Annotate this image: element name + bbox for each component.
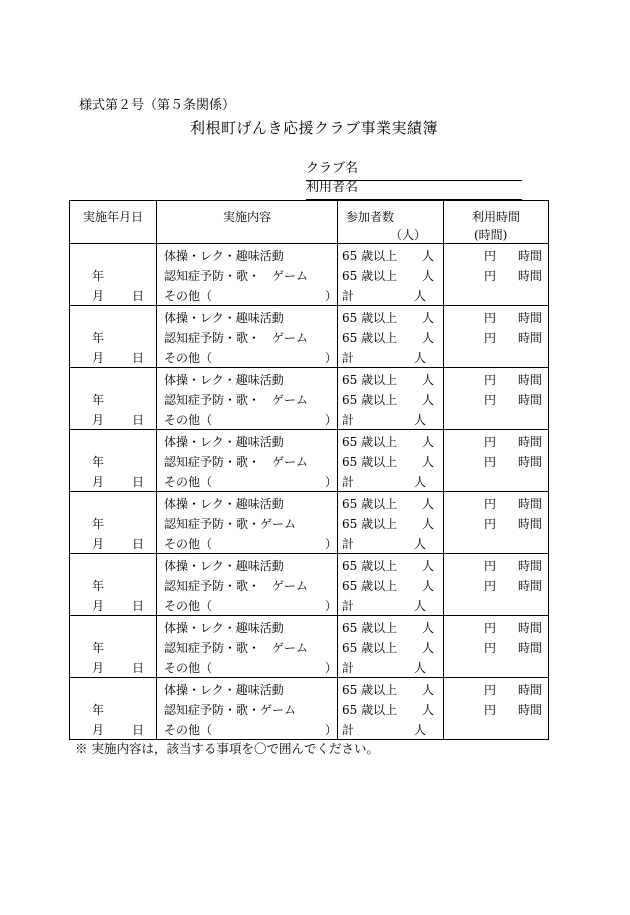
- day-label: 日: [132, 723, 145, 737]
- hours-unit: 時間: [518, 497, 543, 511]
- date-cell[interactable]: [70, 616, 157, 678]
- other-close-paren: ）: [325, 723, 338, 737]
- person-unit: 人: [414, 599, 427, 613]
- dementia-option[interactable]: 認知症予防・歌・ゲーム: [164, 703, 297, 717]
- total-label: 計: [342, 599, 355, 613]
- other-close-paren: ）: [325, 351, 338, 365]
- other-option[interactable]: その他（: [164, 599, 213, 613]
- header-content: [157, 201, 338, 244]
- month-label: 月: [92, 537, 105, 551]
- participants-cell[interactable]: [338, 430, 444, 492]
- age-65-label: 65 歳以上: [342, 517, 398, 531]
- activity-option[interactable]: 体操・レク・趣味活動: [164, 373, 284, 387]
- activity-option[interactable]: 体操・レク・趣味活動: [164, 249, 284, 263]
- table-row: [70, 616, 549, 678]
- footnote: ※ 実施内容は，該当する事項を〇で囲んでください。: [75, 741, 379, 756]
- age-65-label: 65 歳以上: [342, 455, 398, 469]
- date-cell[interactable]: [70, 306, 157, 368]
- dementia-option[interactable]: 認知症予防・歌・ゲーム: [164, 517, 297, 531]
- content-cell[interactable]: [157, 244, 338, 306]
- age-65-label: 65 歳以上: [342, 683, 398, 697]
- dementia-option[interactable]: 認知症予防・歌・ ゲーム: [164, 393, 309, 407]
- age-65-label: 65 歳以上: [342, 269, 398, 283]
- person-unit: 人: [422, 559, 435, 573]
- usage-time-cell[interactable]: [444, 306, 549, 368]
- date-cell[interactable]: [70, 554, 157, 616]
- participants-cell[interactable]: [338, 616, 444, 678]
- age-65-label: 65 歳以上: [342, 641, 398, 655]
- hours-unit: 時間: [518, 455, 543, 469]
- content-cell[interactable]: [157, 306, 338, 368]
- year-label: 年: [92, 455, 105, 469]
- month-label: 月: [92, 599, 105, 613]
- usage-time-cell[interactable]: [444, 492, 549, 554]
- date-cell[interactable]: [70, 492, 157, 554]
- person-unit: 人: [422, 579, 435, 593]
- person-unit: 人: [414, 475, 427, 489]
- usage-time-cell[interactable]: [444, 554, 549, 616]
- record-table: [69, 200, 549, 740]
- day-label: 日: [132, 661, 145, 675]
- year-label: 年: [92, 393, 105, 407]
- other-option[interactable]: その他（: [164, 661, 213, 675]
- usage-time-cell[interactable]: [444, 368, 549, 430]
- activity-option[interactable]: 体操・レク・趣味活動: [164, 621, 284, 635]
- yen-unit: 円: [484, 331, 497, 345]
- hours-unit: 時間: [518, 703, 543, 717]
- other-close-paren: ）: [325, 661, 338, 675]
- usage-time-cell[interactable]: [444, 430, 549, 492]
- total-label: 計: [342, 413, 355, 427]
- header-content-label: 実施内容: [222, 210, 271, 224]
- day-label: 日: [132, 537, 145, 551]
- table-row: [70, 430, 549, 492]
- total-label: 計: [342, 351, 355, 365]
- yen-unit: 円: [484, 641, 497, 655]
- participants-cell[interactable]: [338, 306, 444, 368]
- day-label: 日: [132, 475, 145, 489]
- other-close-paren: ）: [325, 599, 338, 613]
- hours-unit: 時間: [518, 269, 543, 283]
- participants-cell[interactable]: [338, 244, 444, 306]
- age-65-label: 65 歳以上: [342, 621, 398, 635]
- age-65-label: 65 歳以上: [342, 497, 398, 511]
- usage-time-cell[interactable]: [444, 678, 549, 740]
- hours-unit: 時間: [518, 311, 543, 325]
- content-cell[interactable]: [157, 616, 338, 678]
- date-cell[interactable]: [70, 678, 157, 740]
- hours-unit: 時間: [518, 621, 543, 635]
- content-cell[interactable]: [157, 492, 338, 554]
- other-option[interactable]: その他（: [164, 723, 213, 737]
- yen-unit: 円: [484, 579, 497, 593]
- month-label: 月: [92, 351, 105, 365]
- other-close-paren: ）: [325, 289, 338, 303]
- total-label: 計: [342, 475, 355, 489]
- person-unit: 人: [414, 351, 427, 365]
- content-cell[interactable]: [157, 678, 338, 740]
- other-option[interactable]: その他（: [164, 351, 213, 365]
- table-row: [70, 244, 549, 306]
- month-label: 月: [92, 289, 105, 303]
- table-header-row: [70, 201, 549, 244]
- usage-time-cell[interactable]: [444, 244, 549, 306]
- yen-unit: 円: [484, 393, 497, 407]
- year-label: 年: [92, 331, 105, 345]
- age-65-label: 65 歳以上: [342, 393, 398, 407]
- person-unit: 人: [414, 723, 427, 737]
- person-unit: 人: [414, 289, 427, 303]
- activity-option[interactable]: 体操・レク・趣味活動: [164, 435, 284, 449]
- usage-time-cell[interactable]: [444, 616, 549, 678]
- hours-unit: 時間: [518, 249, 543, 263]
- date-cell[interactable]: [70, 430, 157, 492]
- header-usage-time: [444, 201, 549, 244]
- table-row: [70, 678, 549, 740]
- date-cell[interactable]: [70, 244, 157, 306]
- header-usage-time-label: 利用時間: [471, 210, 520, 224]
- table-row: [70, 492, 549, 554]
- yen-unit: 円: [484, 269, 497, 283]
- participants-cell[interactable]: [338, 492, 444, 554]
- hours-unit: 時間: [518, 393, 543, 407]
- month-label: 月: [92, 723, 105, 737]
- hours-unit: 時間: [518, 373, 543, 387]
- day-label: 日: [132, 413, 145, 427]
- person-unit: 人: [422, 331, 435, 345]
- year-label: 年: [92, 579, 105, 593]
- person-unit: 人: [414, 413, 427, 427]
- yen-unit: 円: [484, 621, 497, 635]
- activity-option[interactable]: 体操・レク・趣味活動: [164, 559, 284, 573]
- date-cell[interactable]: [70, 368, 157, 430]
- person-unit: 人: [422, 393, 435, 407]
- year-label: 年: [92, 703, 105, 717]
- person-unit: 人: [414, 661, 427, 675]
- person-unit: 人: [414, 537, 427, 551]
- yen-unit: 円: [484, 517, 497, 531]
- yen-unit: 円: [484, 249, 497, 263]
- age-65-label: 65 歳以上: [342, 331, 398, 345]
- hours-unit: 時間: [518, 435, 543, 449]
- other-close-paren: ）: [325, 475, 338, 489]
- day-label: 日: [132, 351, 145, 365]
- total-label: 計: [342, 723, 355, 737]
- table-row: [70, 306, 549, 368]
- activity-option[interactable]: 体操・レク・趣味活動: [164, 311, 284, 325]
- dementia-option[interactable]: 認知症予防・歌・ ゲーム: [164, 579, 309, 593]
- age-65-label: 65 歳以上: [342, 703, 398, 717]
- month-label: 月: [92, 413, 105, 427]
- person-unit: 人: [422, 455, 435, 469]
- dementia-option[interactable]: 認知症予防・歌・ ゲーム: [164, 269, 309, 283]
- person-unit: 人: [422, 683, 435, 697]
- yen-unit: 円: [484, 311, 497, 325]
- header-usage-time-unit: (時間): [474, 228, 508, 242]
- person-unit: 人: [422, 269, 435, 283]
- table-row: [70, 368, 549, 430]
- person-unit: 人: [422, 311, 435, 325]
- year-label: 年: [92, 517, 105, 531]
- participants-cell[interactable]: [338, 678, 444, 740]
- age-65-label: 65 歳以上: [342, 435, 398, 449]
- club-name-field[interactable]: [306, 162, 522, 181]
- dementia-option[interactable]: 認知症予防・歌・ ゲーム: [164, 331, 309, 345]
- day-label: 日: [132, 289, 145, 303]
- header-date-label: 実施年月日: [82, 210, 143, 224]
- page-title: 利根町げんき応援クラブ事業実績簿: [190, 119, 439, 137]
- other-option[interactable]: その他（: [164, 475, 213, 489]
- other-close-paren: ）: [325, 413, 338, 427]
- other-option[interactable]: その他（: [164, 537, 213, 551]
- hours-unit: 時間: [518, 579, 543, 593]
- month-label: 月: [92, 475, 105, 489]
- participants-cell[interactable]: [338, 368, 444, 430]
- person-unit: 人: [422, 249, 435, 263]
- person-unit: 人: [422, 641, 435, 655]
- activity-option[interactable]: 体操・レク・趣味活動: [164, 683, 284, 697]
- other-close-paren: ）: [325, 537, 338, 551]
- year-label: 年: [92, 641, 105, 655]
- content-cell[interactable]: [157, 368, 338, 430]
- person-unit: 人: [422, 703, 435, 717]
- user-name-field[interactable]: [306, 181, 522, 200]
- header-participants-unit: （人）: [390, 228, 427, 242]
- header-participants: [338, 201, 444, 244]
- yen-unit: 円: [484, 497, 497, 511]
- yen-unit: 円: [484, 435, 497, 449]
- age-65-label: 65 歳以上: [342, 249, 398, 263]
- age-65-label: 65 歳以上: [342, 579, 398, 593]
- hours-unit: 時間: [518, 683, 543, 697]
- person-unit: 人: [422, 373, 435, 387]
- person-unit: 人: [422, 621, 435, 635]
- yen-unit: 円: [484, 373, 497, 387]
- month-label: 月: [92, 661, 105, 675]
- year-label: 年: [92, 269, 105, 283]
- user-name-label: 利用者名: [306, 180, 359, 195]
- activity-option[interactable]: 体操・レク・趣味活動: [164, 497, 284, 511]
- age-65-label: 65 歳以上: [342, 373, 398, 387]
- person-unit: 人: [422, 497, 435, 511]
- age-65-label: 65 歳以上: [342, 311, 398, 325]
- dementia-option[interactable]: 認知症予防・歌・ ゲーム: [164, 455, 309, 469]
- yen-unit: 円: [484, 683, 497, 697]
- total-label: 計: [342, 661, 355, 675]
- header-date: [70, 201, 157, 244]
- hours-unit: 時間: [518, 559, 543, 573]
- hours-unit: 時間: [518, 517, 543, 531]
- content-cell[interactable]: [157, 554, 338, 616]
- yen-unit: 円: [484, 703, 497, 717]
- other-option[interactable]: その他（: [164, 413, 213, 427]
- table-row: [70, 554, 549, 616]
- yen-unit: 円: [484, 559, 497, 573]
- dementia-option[interactable]: 認知症予防・歌・ ゲーム: [164, 641, 309, 655]
- yen-unit: 円: [484, 455, 497, 469]
- form-number: 様式第２号（第５条関係）: [79, 98, 236, 113]
- total-label: 計: [342, 537, 355, 551]
- hours-unit: 時間: [518, 641, 543, 655]
- content-cell[interactable]: [157, 430, 338, 492]
- hours-unit: 時間: [518, 331, 543, 345]
- age-65-label: 65 歳以上: [342, 559, 398, 573]
- person-unit: 人: [422, 517, 435, 531]
- day-label: 日: [132, 599, 145, 613]
- other-option[interactable]: その他（: [164, 289, 213, 303]
- club-name-label: クラブ名: [306, 161, 359, 176]
- person-unit: 人: [422, 435, 435, 449]
- total-label: 計: [342, 289, 355, 303]
- header-participants-label: 参加者数: [346, 210, 395, 224]
- participants-cell[interactable]: [338, 554, 444, 616]
